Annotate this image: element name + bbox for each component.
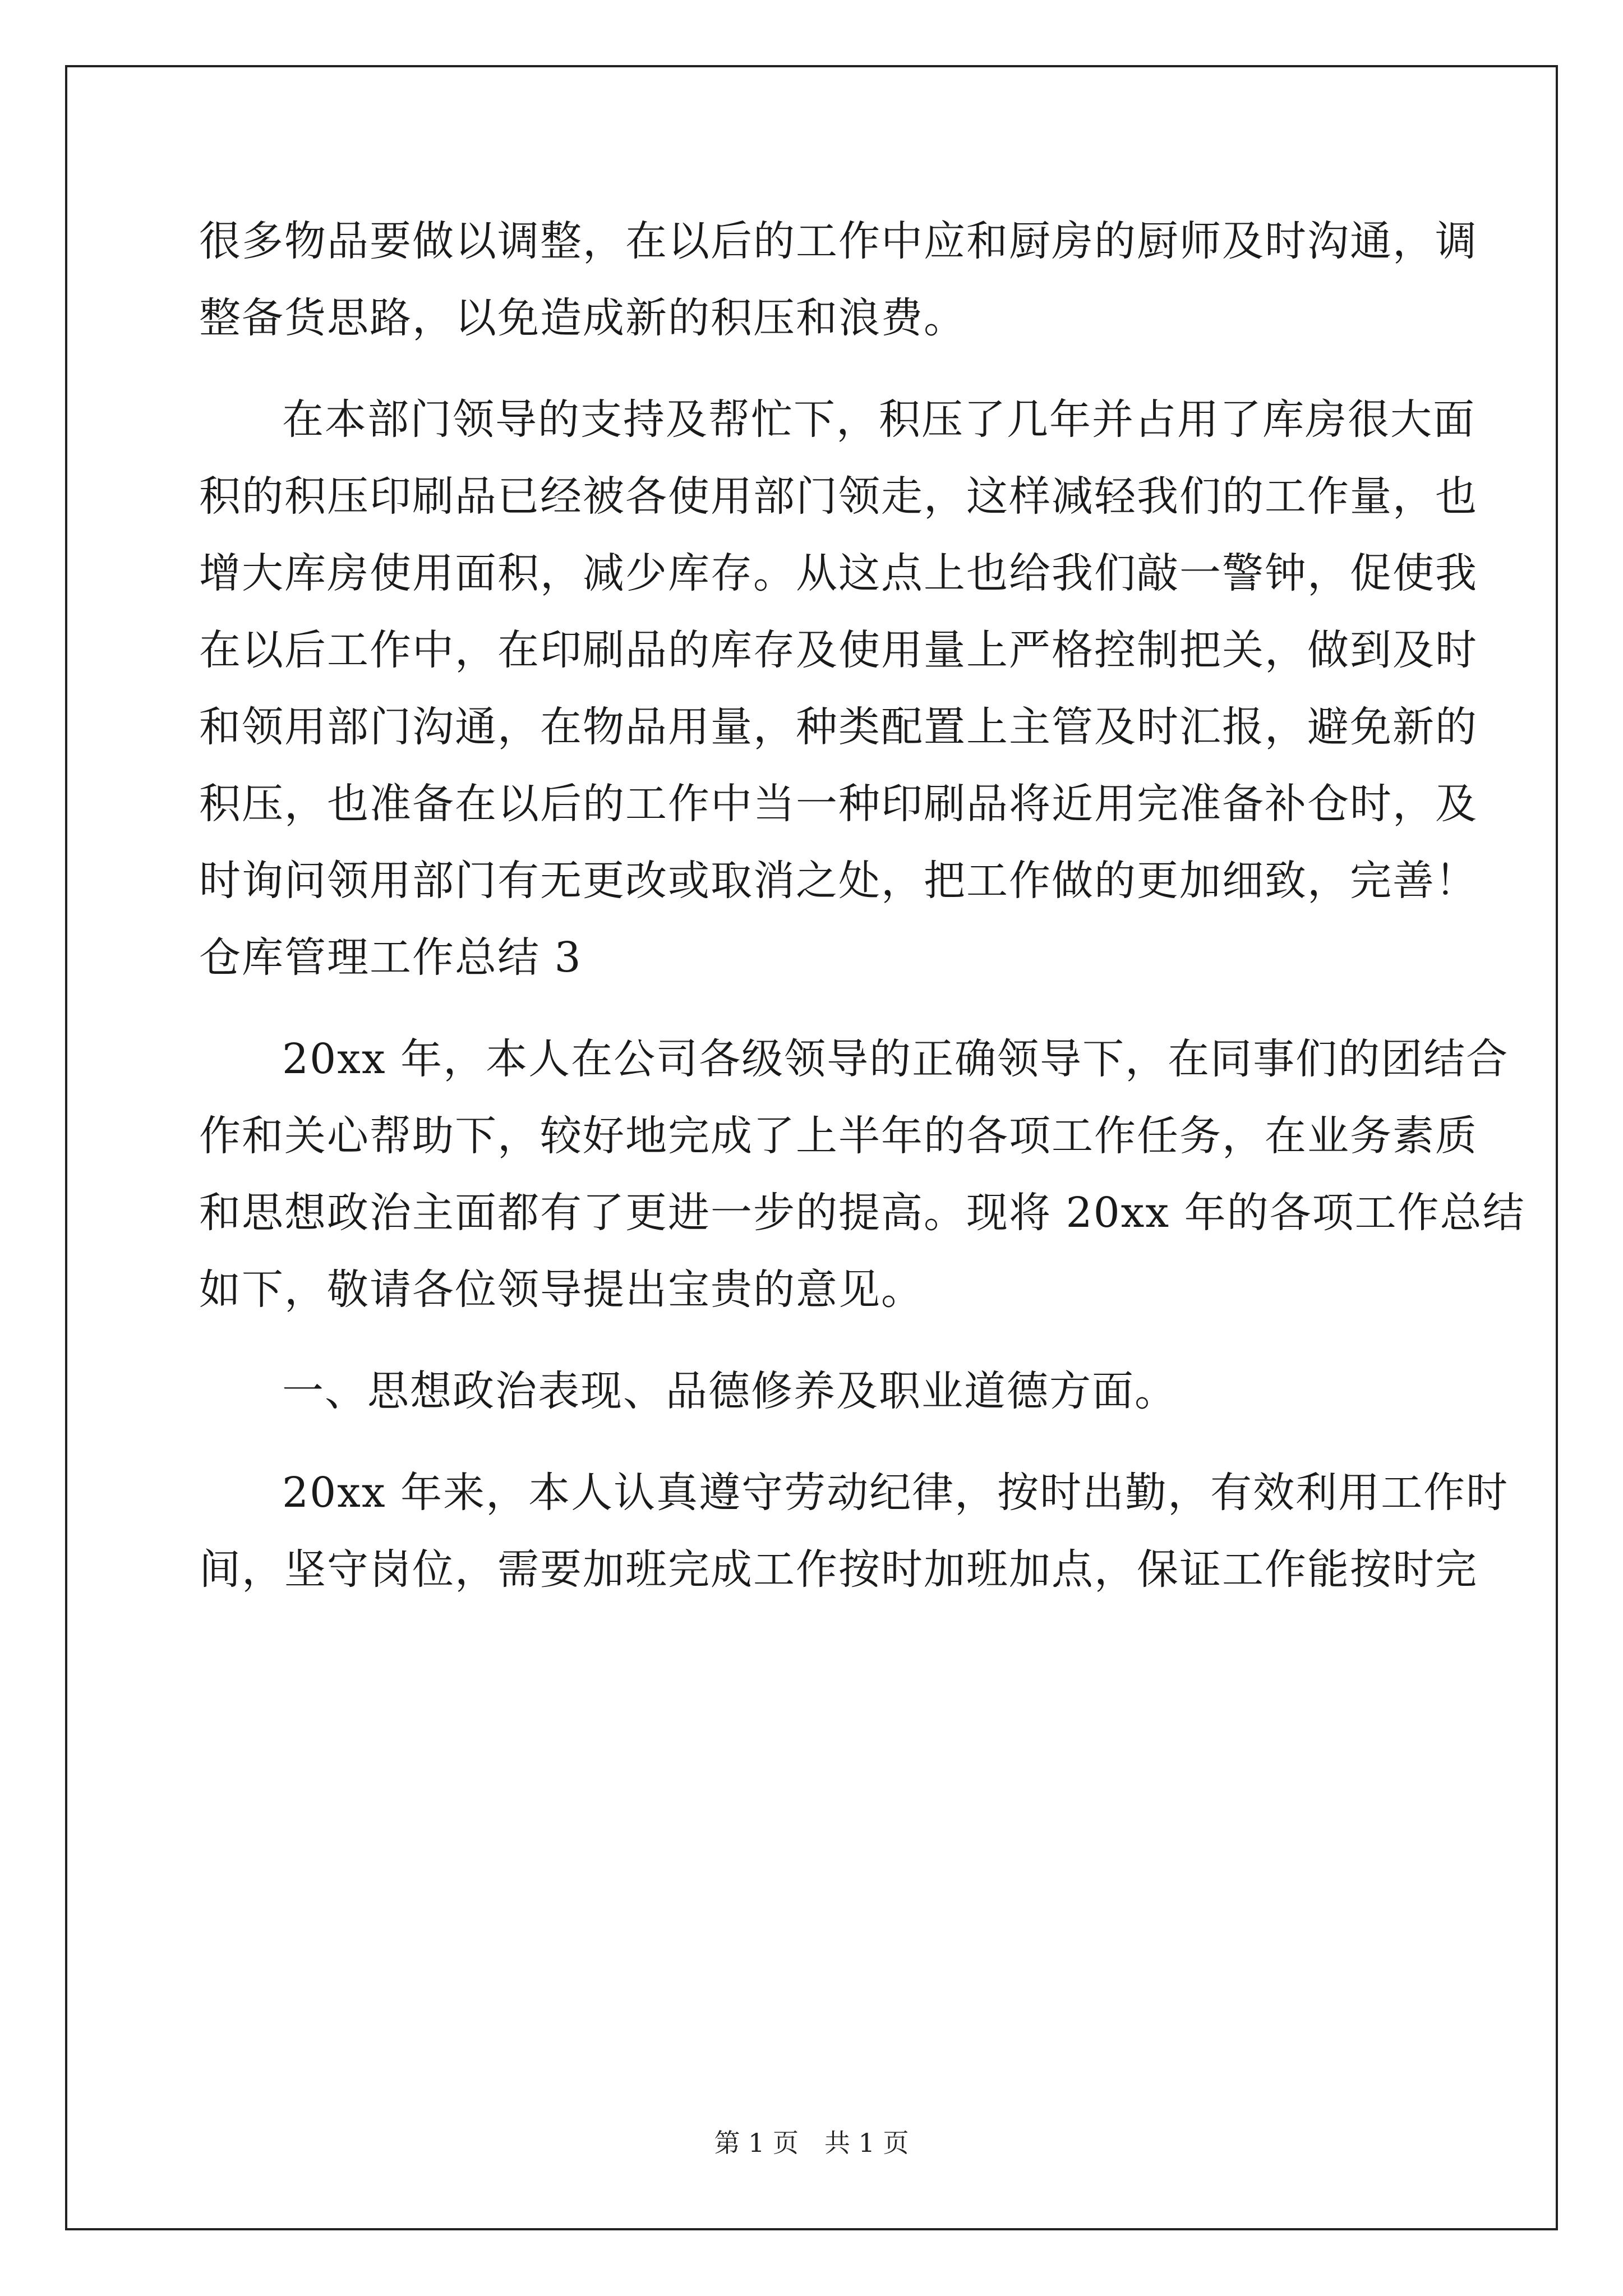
text-line: 很多物品要做以调整，在以后的工作中应和厨房的厨师及时沟通，调 <box>199 217 1478 265</box>
text-line: 和思想政治主面都有了更进一步的提高。现将 20xx 年的各项工作总结 <box>199 1189 1525 1237</box>
section-heading: 仓库管理工作总结 3 <box>199 933 582 982</box>
text-line: 如下，敬请各位领导提出宝贵的意见。 <box>199 1266 924 1314</box>
text-line: 间，坚守岗位，需要加班完成工作按时加班加点，保证工作能按时完 <box>199 1545 1478 1594</box>
text-line: 作和关心帮助下，较好地完成了上半年的各项工作任务，在业务素质 <box>199 1112 1478 1160</box>
text-line: 时询问领用部门有无更改或取消之处，把工作做的更加细致，完善！ <box>199 857 1478 905</box>
paragraph-start-line: 在本部门领导的支持及帮忙下，积压了几年并占用了库房很大面 <box>282 395 1476 444</box>
text-line: 积压，也准备在以后的工作中当一种印刷品将近用完准备补仓时，及 <box>199 780 1478 828</box>
text-line: 和领用部门沟通，在物品用量，种类配置上主管及时汇报，避免新的 <box>199 703 1478 751</box>
text-line: 整备货思路，以免造成新的积压和浪费。 <box>199 294 966 342</box>
text-line: 增大库房使用面积，减少库存。从这点上也给我们敲一警钟，促使我 <box>199 549 1478 597</box>
paragraph-start-line: 20xx 年，本人在公司各级领导的正确领导下，在同事们的团结合 <box>282 1035 1509 1083</box>
subsection-heading: 一、思想政治表现、品德修养及职业道德方面。 <box>282 1367 1177 1415</box>
page-number-footer: 第 1 页 共 1 页 <box>714 2128 909 2158</box>
paragraph-start-line: 20xx 年来，本人认真遵守劳动纪律，按时出勤，有效利用工作时 <box>282 1469 1509 1517</box>
text-line: 积的积压印刷品已经被各使用部门领走，这样减轻我们的工作量，也 <box>199 472 1478 521</box>
text-line: 在以后工作中，在印刷品的库存及使用量上严格控制把关，做到及时 <box>199 626 1478 674</box>
